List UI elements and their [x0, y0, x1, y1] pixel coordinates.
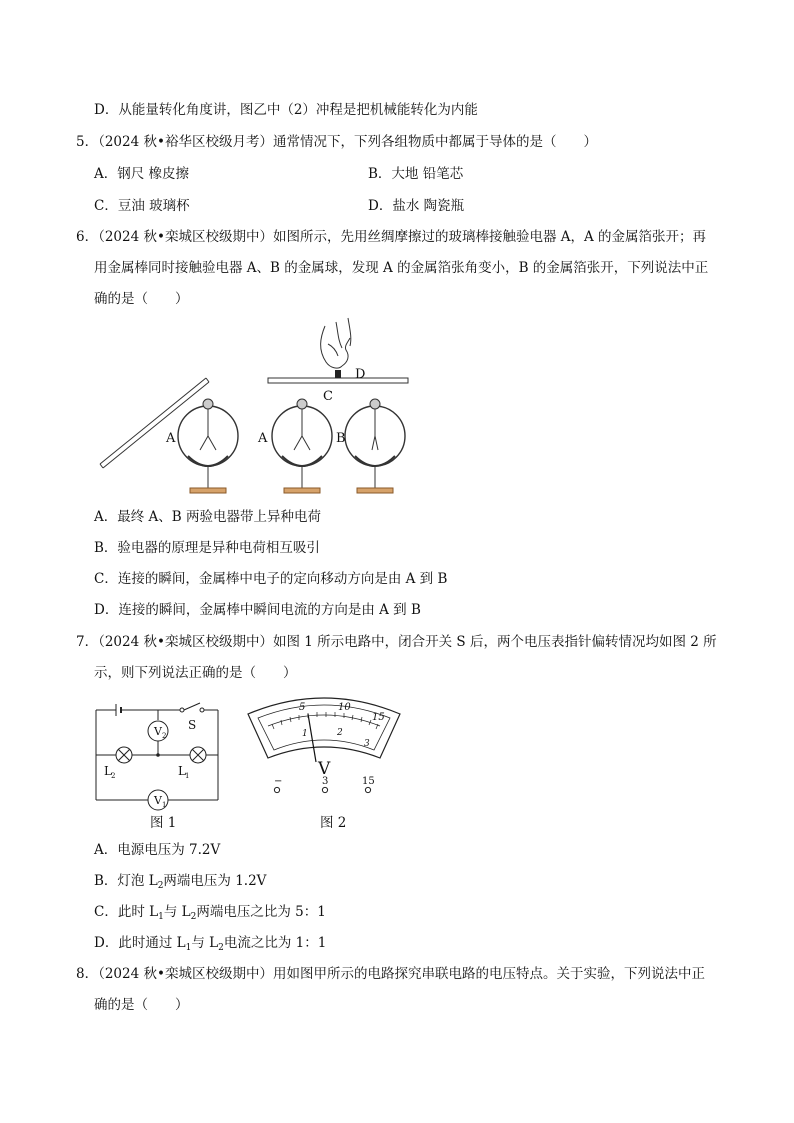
- terminal-minus-label: −: [274, 776, 283, 787]
- q7-stem-line1: 7．（2024 秋•栾城区校级期中）如图 1 所示电路中，闭合开关 S 后，两个电压表指针偏转情况均如图 2 所: [76, 634, 717, 650]
- q7-option-d: D．此时通过 $L_1$与 $L_2$电流之比为 1：1: [94, 935, 327, 953]
- q6-option-d: D．连接的瞬间，金属棒中瞬间电流的方向是由 A 到 B: [94, 602, 421, 618]
- q6-stem-line1: 6．（2024 秋•栾城区校级期中）如图所示，先用丝绸摩擦过的玻璃棒接触验电器 A，A 的金属箔张开；再: [76, 229, 707, 245]
- metal-bar: [268, 370, 408, 383]
- outer-tick-10: 10: [338, 702, 351, 713]
- q6-stem-line2: 用金属棒同时接触验电器 A、B 的金属球，发现 A 的金属箔张角变小，B 的金属箔张开，下列说法中正: [94, 260, 709, 276]
- electroscope-b: [345, 399, 405, 493]
- q7-voltmeter-dial: [244, 688, 406, 794]
- terminal-15-label: 15: [362, 776, 375, 787]
- switch-icon: [180, 703, 204, 712]
- v1-label: V: [154, 794, 162, 807]
- inner-tick-2: 2: [337, 728, 343, 738]
- terminal-minus: [274, 787, 279, 792]
- v1-subscript: 1: [162, 801, 167, 809]
- l2-label: L: [104, 764, 112, 778]
- q7-stem-line2: 示，则下列说法正确的是（ ）: [94, 665, 297, 681]
- q6-electroscope-figure: [96, 316, 426, 501]
- l1-label: L: [178, 764, 186, 778]
- q6-stem-line3: 确的是（ ）: [94, 291, 189, 307]
- l1-subscript: 1: [185, 772, 190, 780]
- terminal-3-label: 3: [322, 776, 329, 787]
- q7-option-c: C．此时 $L_1$与 $L_2$两端电压之比为 5：1: [94, 904, 326, 922]
- q5-option-c: C．豆油 玻璃杯: [94, 198, 190, 214]
- terminal-15: [365, 787, 370, 792]
- label-d: D: [355, 367, 366, 382]
- q7-circuit-figure: [92, 700, 222, 810]
- terminal-3: [322, 787, 327, 792]
- q6-option-b: B．验电器的原理是异种电荷相互吸引: [94, 540, 320, 556]
- q7-option-a: A．电源电压为 7.2V: [94, 842, 221, 858]
- label-a1: A: [166, 431, 176, 446]
- q8-stem-line1: 8．（2024 秋•栾城区校级期中）用如图甲所示的电路探究串联电路的电压特点。关于实验，下列说法中正: [76, 966, 705, 982]
- q5-option-b: B．大地 铅笔芯: [368, 166, 464, 182]
- dial-unit: V: [318, 759, 331, 779]
- label-c: C: [323, 389, 333, 404]
- label-b: B: [336, 431, 346, 446]
- q6-option-a: A．最终 A、B 两验电器带上异种电荷: [94, 509, 322, 525]
- v2-label: V: [154, 725, 162, 738]
- dial-needle: [308, 714, 316, 762]
- fig2-caption: 图 2: [320, 815, 347, 831]
- glass-rod: [100, 378, 209, 468]
- fig1-caption: 图 1: [150, 815, 177, 831]
- s-label: S: [188, 718, 197, 732]
- outer-tick-15: 15: [372, 712, 385, 723]
- electroscope-a2: [272, 399, 332, 493]
- hand-icon: [321, 318, 351, 368]
- outer-tick-5: 5: [299, 702, 306, 713]
- q5-option-d: D．盐水 陶瓷瓶: [368, 198, 465, 214]
- l2-subscript: 2: [111, 772, 116, 780]
- inner-tick-3: 3: [364, 739, 370, 749]
- q7-option-b: B．灯泡 $L_2$两端电压为 1.2V: [94, 873, 267, 891]
- q4-option-d: D．从能量转化角度讲，图乙中（2）冲程是把机械能转化为内能: [94, 102, 478, 118]
- v2-subscript: 2: [162, 732, 167, 740]
- q5-option-a: A．钢尺 橡皮擦: [94, 166, 190, 182]
- electroscope-a1: [178, 399, 238, 493]
- q6-option-c: C．连接的瞬间，金属棒中电子的定向移动方向是由 A 到 B: [94, 571, 448, 587]
- q5-stem: 5．（2024 秋•裕华区校级月考）通常情况下，下列各组物质中都属于导体的是（ ）: [76, 134, 597, 150]
- label-a2: A: [258, 431, 268, 446]
- inner-tick-1: 1: [302, 729, 308, 739]
- q8-stem-line2: 确的是（ ）: [94, 997, 189, 1013]
